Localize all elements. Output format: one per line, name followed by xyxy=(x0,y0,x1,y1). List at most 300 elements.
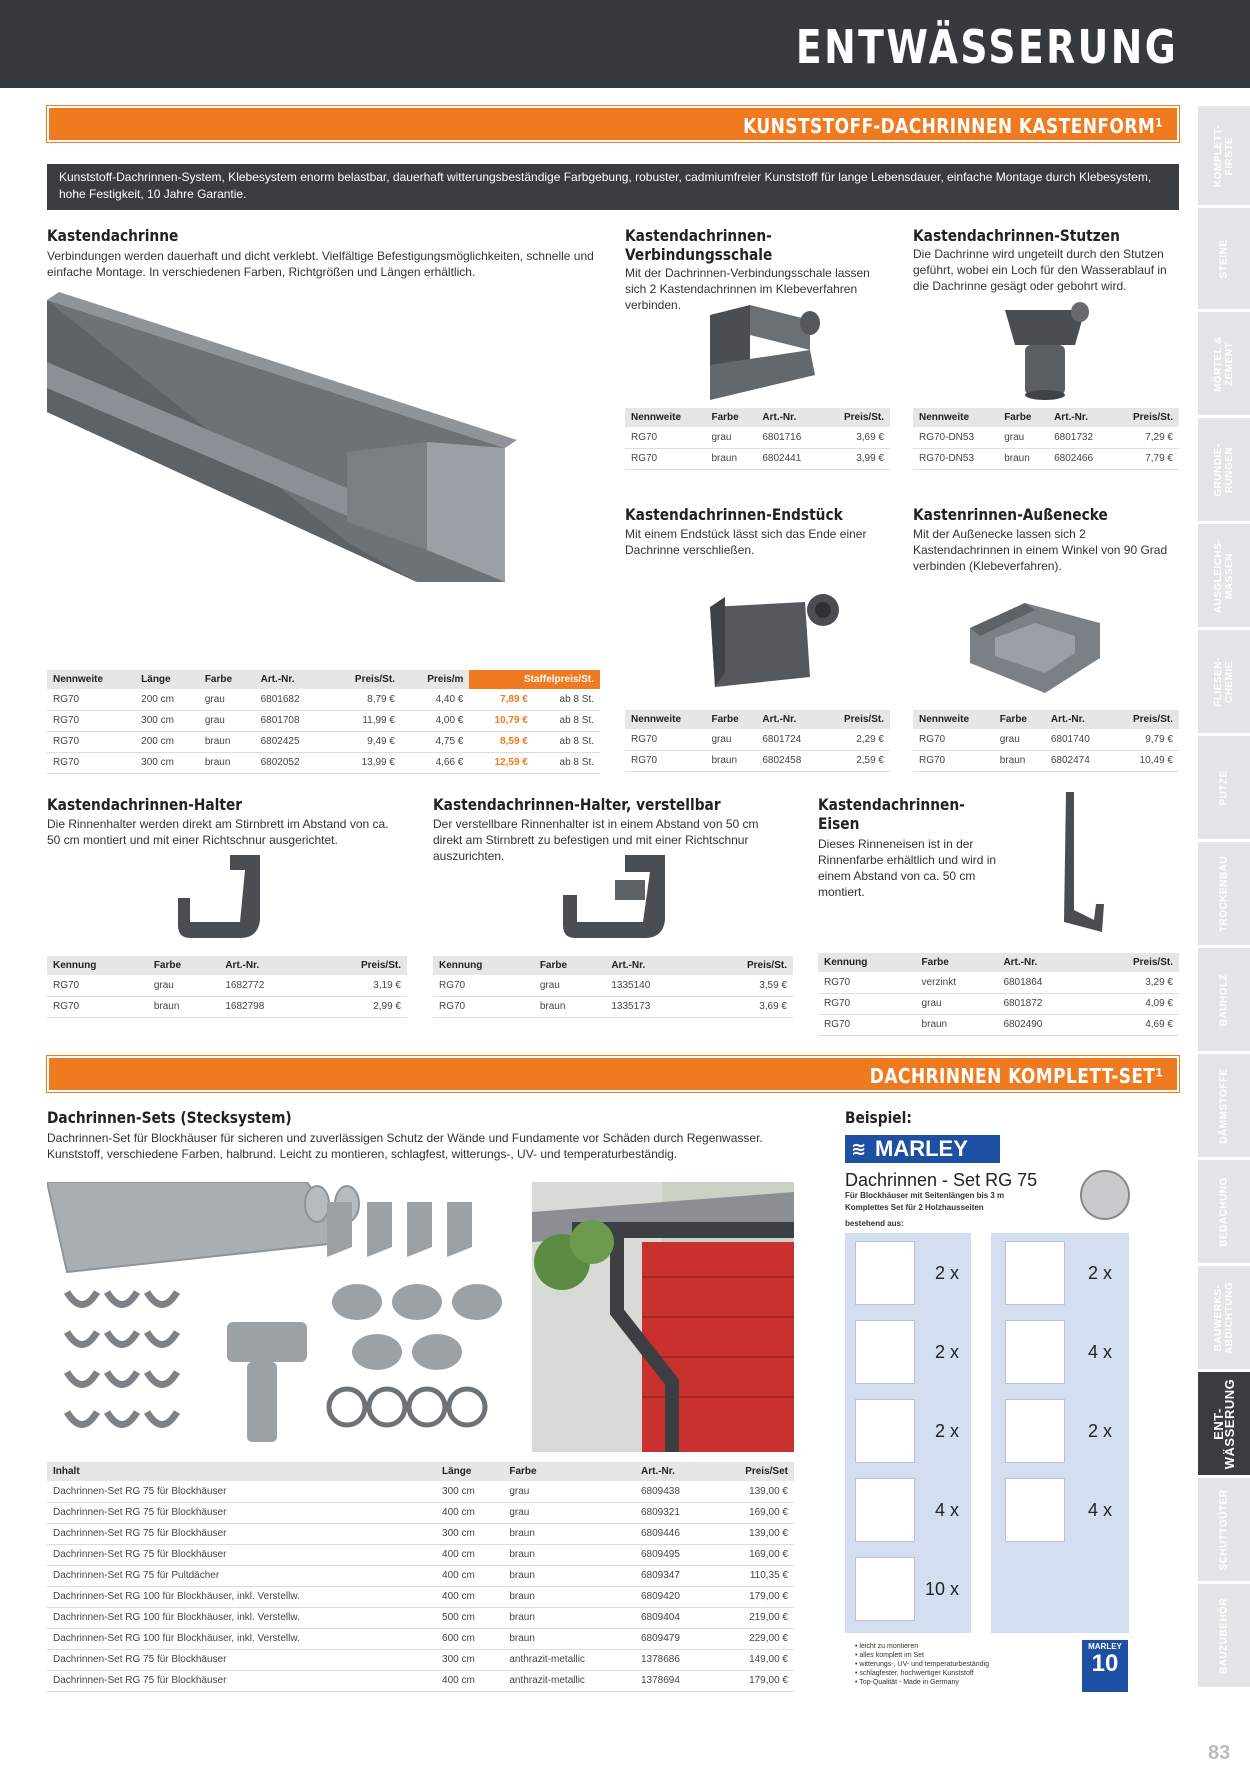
table-cell: ab 8 St. xyxy=(534,752,600,773)
endcap-image xyxy=(705,592,845,692)
table-cell: 400 cm xyxy=(436,1565,503,1586)
outlet-image xyxy=(995,300,1095,400)
column-header: Preis/m xyxy=(401,670,469,689)
set-sub2: Komplettes Set für 2 Holzhausseiten xyxy=(845,1203,984,1212)
table-cell: braun xyxy=(534,996,606,1017)
table-cell: 6802052 xyxy=(255,752,327,773)
sidebar-tab-label: PUTZE xyxy=(1218,769,1230,806)
table-row xyxy=(47,752,600,773)
table-cell: ab 8 St. xyxy=(534,731,600,752)
section-band-komplett-set xyxy=(47,1056,1179,1092)
sidebar-tab-label: AUSGLEICHS- MASSEN xyxy=(1213,538,1235,613)
table-cell: 400 cm xyxy=(436,1670,503,1691)
set-contents-panel xyxy=(845,1233,1129,1633)
sidebar-tab-label: ENT- WÄSSERUNG xyxy=(1211,1378,1237,1469)
table-cell: ab 8 St. xyxy=(534,710,600,731)
table-cell: 4,69 € xyxy=(1087,1014,1179,1035)
table-cell: 3,69 € xyxy=(822,427,890,448)
table-row xyxy=(913,750,1179,771)
product-description: Verbindungen werden dauerhaft und dicht verklebt. Vielfältige Befestigungsmöglichkeiten, schnelle und einfache Montage. In verschiedenen Farben, Richtgrößen und Längen erhältlich. xyxy=(47,249,594,279)
table-cell: 6801682 xyxy=(255,689,327,710)
table-cell: RG70 xyxy=(433,996,534,1017)
column-header: Art.-Nr. xyxy=(1048,408,1113,427)
table-cell: braun xyxy=(705,448,756,469)
table-cell: 1335140 xyxy=(605,975,698,996)
table-row xyxy=(47,1502,794,1523)
table-row xyxy=(47,1649,794,1670)
table-cell: anthrazit-metallic xyxy=(503,1670,635,1691)
table-row xyxy=(818,993,1179,1014)
part-count: 4 x xyxy=(935,1500,960,1520)
endcap-part-icon xyxy=(855,1478,915,1542)
table-cell: 1682772 xyxy=(219,975,312,996)
product-description: Mit der Dachrinnen-Verbindungsschale lassen sich 2 Kastendachrinnen im Klebeverfahren verbinden. xyxy=(625,266,870,312)
table-cell: braun xyxy=(148,996,220,1017)
product-title: Kastendachrinnen- Verbindungsschale xyxy=(625,226,773,264)
product-title: Kastendachrinne xyxy=(47,226,179,245)
marley-logo: ≋ MARLEY xyxy=(845,1135,1000,1163)
table-cell: RG70 xyxy=(625,750,705,771)
table-cell: grau xyxy=(148,975,220,996)
table-cell: 6801724 xyxy=(756,729,822,750)
sidebar-tab[interactable] xyxy=(1198,1054,1250,1158)
table-cell: 8,59 € xyxy=(469,731,534,752)
column-header: Farbe xyxy=(705,710,756,729)
table-cell: RG70 xyxy=(818,993,916,1014)
corner-image xyxy=(965,598,1105,698)
set-house-photo xyxy=(532,1182,794,1452)
table-row xyxy=(47,1607,794,1628)
feature-item: • witterungs-, UV- und temperaturbeständig xyxy=(855,1661,989,1668)
table-header-row xyxy=(625,710,890,729)
table-cell: braun xyxy=(916,1014,998,1035)
set-sub1: Für Blockhäuser mit Seitenlängen bis 3 m xyxy=(845,1191,1005,1200)
table-cell: 8,79 € xyxy=(327,689,401,710)
table-cell: 300 cm xyxy=(135,752,199,773)
table-cell: 169,00 € xyxy=(712,1502,794,1523)
product-title: Kastendachrinnen-Halter xyxy=(47,795,243,814)
table-cell: Dachrinnen-Set RG 75 für Blockhäuser xyxy=(47,1523,436,1544)
table-cell: 3,59 € xyxy=(698,975,793,996)
part-count: 4 x xyxy=(1088,1342,1113,1362)
price-table xyxy=(913,408,1179,470)
table-cell: 6809479 xyxy=(635,1628,712,1649)
part-count: 4 x xyxy=(1088,1500,1113,1520)
column-header: Länge xyxy=(436,1462,503,1481)
sidebar-tab-label: BAUHOLZ xyxy=(1218,973,1230,1026)
adjustable-bracket-image xyxy=(555,850,675,950)
column-header: Kennung xyxy=(818,953,916,972)
table-cell: 500 cm xyxy=(436,1607,503,1628)
table-cell: 229,00 € xyxy=(712,1628,794,1649)
sidebar-tab[interactable] xyxy=(1198,418,1250,522)
table-cell: 6802490 xyxy=(997,1014,1087,1035)
sidebar-tab[interactable] xyxy=(1198,948,1250,1052)
column-header: Kennung xyxy=(433,956,534,975)
table-cell: RG70 xyxy=(433,975,534,996)
section-intro: Kunststoff-Dachrinnen-System, Klebesystem enorm belastbar, dauerhaft witterungsbeständige Farbgebung, robuster, cadmiumfreier Kunststoff für lange Lebensdauer, einfache Montage durch Klebesystem, hohe Festigkeit, 10 Jahre Garantie. xyxy=(47,164,1179,210)
table-row xyxy=(47,1628,794,1649)
table-cell: 300 cm xyxy=(135,710,199,731)
section-band-kastenform xyxy=(47,106,1179,142)
sidebar-tab[interactable] xyxy=(1198,630,1250,734)
column-header: Länge xyxy=(135,670,199,689)
table-row xyxy=(47,996,407,1017)
table-cell: 3,69 € xyxy=(698,996,793,1017)
table-header-row xyxy=(625,408,890,427)
sidebar-tab[interactable] xyxy=(1198,1160,1250,1264)
table-cell: grau xyxy=(534,975,606,996)
bracket-image xyxy=(170,850,270,950)
table-cell: braun xyxy=(503,1523,635,1544)
table-cell: RG70 xyxy=(47,689,135,710)
table-row xyxy=(47,1670,794,1691)
table-row xyxy=(433,996,793,1017)
table-cell: 139,00 € xyxy=(712,1523,794,1544)
table-row xyxy=(47,975,407,996)
sidebar-tab-label: BEDACHUNG xyxy=(1218,1176,1230,1247)
table-cell: braun xyxy=(503,1628,635,1649)
price-table xyxy=(47,670,600,774)
table-cell: 169,00 € xyxy=(712,1544,794,1565)
table-cell: 6802458 xyxy=(756,750,822,771)
table-header-row xyxy=(47,956,407,975)
column-header: Farbe xyxy=(916,953,998,972)
table-cell: grau xyxy=(199,710,255,731)
gutter-part-icon xyxy=(855,1320,915,1384)
sidebar-tab[interactable] xyxy=(1198,1478,1250,1582)
table-cell: 6802466 xyxy=(1048,448,1113,469)
table-cell: grau xyxy=(503,1481,635,1502)
table-cell: 4,00 € xyxy=(401,710,469,731)
set-name: Dachrinnen - Set RG 75 xyxy=(845,1170,1038,1190)
price-table xyxy=(433,956,793,1018)
table-cell: braun xyxy=(503,1586,635,1607)
table-cell: grau xyxy=(705,729,756,750)
table-cell: RG70 xyxy=(818,1014,916,1035)
table-cell: 6809321 xyxy=(635,1502,712,1523)
table-cell: 6809404 xyxy=(635,1607,712,1628)
table-cell: 2,29 € xyxy=(822,729,890,750)
table-cell: 400 cm xyxy=(436,1586,503,1607)
column-header: Preis/St. xyxy=(1087,953,1179,972)
column-header: Preis/Set xyxy=(712,1462,794,1481)
column-header: Preis/St. xyxy=(327,670,401,689)
page-number: 83 xyxy=(1208,1742,1231,1764)
feature-item: • schlagfester, hochwertiger Kunststoff xyxy=(855,1670,974,1677)
table-header-row xyxy=(47,1462,794,1481)
product-title: Kastenrinnen-Außenecke xyxy=(913,505,1108,524)
connector-image xyxy=(700,305,830,405)
column-header: Farbe xyxy=(705,408,756,427)
guarantee-badge: MARLEY 10 xyxy=(1082,1640,1128,1692)
table-row xyxy=(625,729,890,750)
table-cell: 2,59 € xyxy=(822,750,890,771)
table-cell: 2,99 € xyxy=(312,996,407,1017)
table-cell: braun xyxy=(705,750,756,771)
table-cell: Dachrinnen-Set RG 100 für Blockhäuser, inkl. Verstellw. xyxy=(47,1586,436,1607)
column-header: Inhalt xyxy=(47,1462,436,1481)
table-cell: 1378694 xyxy=(635,1670,712,1691)
iron-hook-image xyxy=(1050,792,1110,942)
sidebar-tab[interactable] xyxy=(1198,1372,1250,1476)
page-title: ENTWÄSSERUNG xyxy=(795,20,1178,74)
table-header-row xyxy=(818,953,1179,972)
gutter-part-icon xyxy=(855,1241,915,1305)
column-header: Kennung xyxy=(47,956,148,975)
table-cell: 6809495 xyxy=(635,1544,712,1565)
table-row xyxy=(818,972,1179,993)
column-header: Preis/St. xyxy=(822,408,890,427)
column-header: Nennweite xyxy=(913,710,994,729)
table-cell: 3,99 € xyxy=(822,448,890,469)
table-cell: 6802441 xyxy=(756,448,822,469)
table-header-row xyxy=(433,956,793,975)
table-cell: 7,79 € xyxy=(1113,448,1179,469)
color-swatch xyxy=(1080,1170,1130,1220)
section-title: DACHRINNEN KOMPLETT-SET¹ xyxy=(869,1064,1163,1088)
price-table xyxy=(625,408,890,470)
table-cell: 1682798 xyxy=(219,996,312,1017)
table-cell: grau xyxy=(705,427,756,448)
table-cell: 10,79 € xyxy=(469,710,534,731)
product-description: Mit einem Endstück lässt sich das Ende einer Dachrinne verschließen. xyxy=(625,527,867,557)
table-cell: verzinkt xyxy=(916,972,998,993)
table-cell: 6802425 xyxy=(255,731,327,752)
price-table xyxy=(47,956,407,1018)
column-header: Art.-Nr. xyxy=(1045,710,1111,729)
elbow-part-icon xyxy=(1005,1320,1065,1384)
table-row xyxy=(625,427,890,448)
table-header-row xyxy=(47,670,600,689)
table-cell: RG70 xyxy=(913,750,994,771)
table-cell: 179,00 € xyxy=(712,1670,794,1691)
table-row xyxy=(47,1586,794,1607)
column-header: Art.-Nr. xyxy=(756,408,822,427)
product-description: Die Dachrinne wird ungeteilt durch den Stutzen geführt, wobei ein Loch für den Wasserablauf in die Dachrinne gesägt oder gebohrt wird. xyxy=(913,247,1167,293)
table-cell: 6809420 xyxy=(635,1586,712,1607)
column-header: Nennweite xyxy=(47,670,135,689)
sidebar-tab-label: TROCKENBAU xyxy=(1218,855,1230,932)
column-header: Art.-Nr. xyxy=(997,953,1087,972)
table-cell: 400 cm xyxy=(436,1544,503,1565)
column-header: Nennweite xyxy=(625,408,705,427)
table-cell: 6802474 xyxy=(1045,750,1111,771)
table-row xyxy=(47,1565,794,1586)
sidebar-tab-label: BAUZUBEHÖR xyxy=(1218,1597,1230,1674)
column-header: Art.-Nr. xyxy=(605,956,698,975)
column-header: Farbe xyxy=(534,956,606,975)
table-row xyxy=(47,1544,794,1565)
table-header-row xyxy=(913,710,1179,729)
column-header: Farbe xyxy=(994,710,1045,729)
table-cell: 1335173 xyxy=(605,996,698,1017)
column-header: Preis/St. xyxy=(822,710,890,729)
table-cell: 6801872 xyxy=(997,993,1087,1014)
column-header: Farbe xyxy=(148,956,220,975)
table-cell: 13,99 € xyxy=(327,752,401,773)
table-row xyxy=(433,975,793,996)
table-cell: grau xyxy=(994,729,1045,750)
table-cell: 200 cm xyxy=(135,689,199,710)
table-cell: RG70 xyxy=(818,972,916,993)
column-header: Art.-Nr. xyxy=(255,670,327,689)
table-cell: Dachrinnen-Set RG 75 für Blockhäuser xyxy=(47,1670,436,1691)
table-cell: RG70-DN53 xyxy=(913,448,998,469)
table-cell: 6801864 xyxy=(997,972,1087,993)
part-count: 10 x xyxy=(925,1579,960,1599)
table-cell: 4,09 € xyxy=(1087,993,1179,1014)
table-cell: 300 cm xyxy=(436,1649,503,1670)
table-cell: 3,29 € xyxy=(1087,972,1179,993)
table-cell: 6809438 xyxy=(635,1481,712,1502)
table-cell: braun xyxy=(994,750,1045,771)
gutter-image xyxy=(47,292,525,582)
sidebar-tab-label: SCHUTTGÜTER xyxy=(1218,1488,1230,1571)
product-title: Dachrinnen-Sets (Stecksystem) xyxy=(47,1108,292,1127)
table-cell: 400 cm xyxy=(436,1502,503,1523)
feature-item: • leicht zu montieren xyxy=(855,1643,919,1650)
table-cell: RG70 xyxy=(47,752,135,773)
table-cell: 6801708 xyxy=(255,710,327,731)
column-header: Preis/St. xyxy=(1111,710,1179,729)
table-row xyxy=(47,689,600,710)
price-table xyxy=(47,1462,794,1692)
bracket-part-icon xyxy=(855,1557,915,1621)
sidebar-tab[interactable] xyxy=(1198,106,1250,206)
sidebar-tab-label: MÖRTEL & ZEMENT xyxy=(1213,335,1235,392)
table-cell: 6801732 xyxy=(1048,427,1113,448)
table-cell: 4,40 € xyxy=(401,689,469,710)
table-cell: braun xyxy=(199,731,255,752)
sidebar-tab-label: DÄMMSTOFFE xyxy=(1218,1067,1230,1144)
table-cell: grau xyxy=(199,689,255,710)
sidebar-tab[interactable] xyxy=(1198,524,1250,628)
column-header: Nennweite xyxy=(913,408,998,427)
table-cell: 9,79 € xyxy=(1111,729,1179,750)
table-cell: RG70 xyxy=(913,729,994,750)
column-header: Preis/St. xyxy=(312,956,407,975)
part-count: 2 x xyxy=(935,1263,960,1283)
section-title: KUNSTSTOFF-DACHRINNEN KASTENFORM¹ xyxy=(743,114,1163,138)
table-cell: 6809347 xyxy=(635,1565,712,1586)
sidebar-tab[interactable] xyxy=(1198,1266,1250,1370)
sidebar-tab-label: STEINE xyxy=(1218,238,1230,279)
column-header: Preis/St. xyxy=(698,956,793,975)
table-cell: RG70 xyxy=(625,729,705,750)
feature-list xyxy=(855,1642,989,1687)
table-cell: 300 cm xyxy=(436,1523,503,1544)
table-cell: 3,19 € xyxy=(312,975,407,996)
table-row xyxy=(625,750,890,771)
table-cell: Dachrinnen-Set RG 100 für Blockhäuser, inkl. Verstellw. xyxy=(47,1607,436,1628)
table-cell: RG70 xyxy=(625,448,705,469)
table-row xyxy=(913,448,1179,469)
product-title: Kastendachrinnen-Stutzen xyxy=(913,226,1120,245)
example-label: Beispiel: xyxy=(845,1108,912,1127)
table-cell: 11,99 € xyxy=(327,710,401,731)
table-cell: braun xyxy=(503,1607,635,1628)
sidebar-tab[interactable] xyxy=(1198,1584,1250,1688)
table-cell: Dachrinnen-Set RG 75 für Blockhäuser xyxy=(47,1481,436,1502)
table-cell: 9,49 € xyxy=(327,731,401,752)
column-header: Nennweite xyxy=(625,710,705,729)
table-row xyxy=(47,1523,794,1544)
pipe-part-icon xyxy=(1005,1399,1065,1463)
table-cell: 110,35 € xyxy=(712,1565,794,1586)
table-cell: 600 cm xyxy=(436,1628,503,1649)
table-cell: 7,29 € xyxy=(1113,427,1179,448)
table-cell: Dachrinnen-Set RG 75 für Blockhäuser xyxy=(47,1502,436,1523)
table-cell: 6801716 xyxy=(756,427,822,448)
product-title: Kastendachrinnen-Halter, verstellbar xyxy=(433,795,721,814)
product-description: Dieses Rinneneisen ist in der Rinnenfarbe erhältlich und wird in einem Abstand von ca. 50 cm montiert. xyxy=(818,837,997,899)
table-cell: 4,75 € xyxy=(401,731,469,752)
table-cell: 219,00 € xyxy=(712,1607,794,1628)
clamp-part-icon xyxy=(1005,1478,1065,1542)
table-cell: 6801740 xyxy=(1045,729,1111,750)
product-description: Dachrinnen-Set für Blockhäuser für sicheren und zuverlässigen Schutz der Wände und Fundamente vor Schäden durch Regenwasser. Kunststoff, verschiedene Farben, halbrund. Leicht zu montieren, schlagfest, witterungs-, UV- und temperaturbeständig. xyxy=(47,1131,763,1161)
table-cell: 300 cm xyxy=(436,1481,503,1502)
column-header: Farbe xyxy=(503,1462,635,1481)
table-cell: grau xyxy=(503,1502,635,1523)
table-cell: 4,66 € xyxy=(401,752,469,773)
table-cell: 6809446 xyxy=(635,1523,712,1544)
set-parts-image xyxy=(47,1182,517,1452)
sidebar-tab-label: GRUNDIE- RUNGEN xyxy=(1213,442,1235,497)
product-title: Kastendachrinnen- Eisen xyxy=(818,795,965,833)
table-cell: 7,89 € xyxy=(469,689,534,710)
column-header: Staffelpreis/St. xyxy=(469,670,600,689)
column-header: Art.-Nr. xyxy=(635,1462,712,1481)
table-cell: 10,49 € xyxy=(1111,750,1179,771)
column-header: Art.-Nr. xyxy=(756,710,822,729)
sidebar-tab-label: BAUWERKS- ABDICHTUNG xyxy=(1213,1281,1235,1354)
table-row xyxy=(47,710,600,731)
product-title: Kastendachrinnen-Endstück xyxy=(625,505,843,524)
table-cell: Dachrinnen-Set RG 100 für Blockhäuser, inkl. Verstellw. xyxy=(47,1628,436,1649)
table-cell: Dachrinnen-Set RG 75 für Blockhäuser xyxy=(47,1649,436,1670)
part-count: 2 x xyxy=(935,1342,960,1362)
product-description: Die Rinnenhalter werden direkt am Stirnbrett im Abstand von ca. 50 cm montiert und mit einer Richtschnur ausgerichtet. xyxy=(47,817,389,847)
price-table xyxy=(818,953,1179,1036)
column-header: Farbe xyxy=(199,670,255,689)
price-table xyxy=(625,710,890,772)
product-description: Mit der Außenecke lassen sich 2 Kastendachrinnen in einem Winkel von 90 Grad verbinden (Klebeverfahren). xyxy=(913,527,1168,573)
table-row xyxy=(47,731,600,752)
part-count: 2 x xyxy=(935,1421,960,1441)
table-row xyxy=(913,729,1179,750)
table-cell: braun xyxy=(998,448,1048,469)
sidebar-tab[interactable] xyxy=(1198,736,1250,840)
sidebar-tab[interactable] xyxy=(1198,842,1250,946)
table-cell: 1378686 xyxy=(635,1649,712,1670)
table-cell: RG70 xyxy=(47,710,135,731)
table-cell: RG70 xyxy=(47,731,135,752)
table-cell: braun xyxy=(503,1544,635,1565)
set-sub3: bestehend aus: xyxy=(845,1219,904,1228)
sidebar-tab[interactable] xyxy=(1198,312,1250,416)
outlet-part-icon xyxy=(1005,1241,1065,1305)
table-cell: 200 cm xyxy=(135,731,199,752)
part-count: 2 x xyxy=(1088,1421,1113,1441)
table-cell: 179,00 € xyxy=(712,1586,794,1607)
table-cell: ab 8 St. xyxy=(534,689,600,710)
column-header: Art.-Nr. xyxy=(219,956,312,975)
column-header: Preis/St. xyxy=(1113,408,1179,427)
price-table xyxy=(913,710,1179,772)
sidebar-tab[interactable] xyxy=(1198,208,1250,310)
